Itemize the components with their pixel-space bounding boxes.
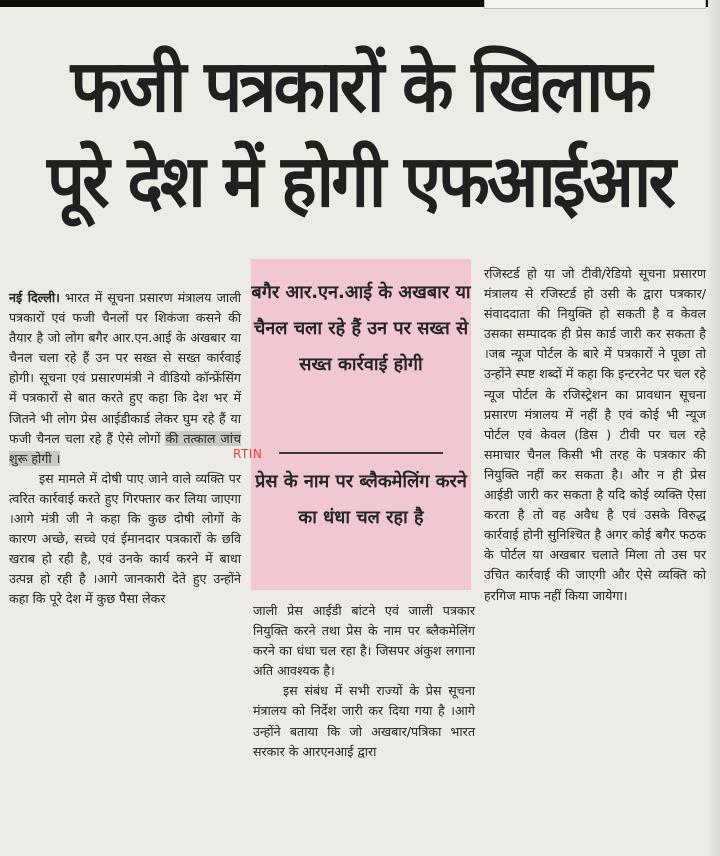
- headline-line-1: फजी पत्रकारों के खिलाफ: [70, 44, 650, 128]
- article-column-1: [9, 288, 241, 610]
- article-column-2: [253, 601, 475, 762]
- column1-paragraph-1: [9, 288, 241, 469]
- article-column-3: [484, 264, 706, 606]
- column2-paragraph-1: जाली प्रेस आईडी बांटने एवं जाली पत्रकार नियुक्ति करने तथा प्रेस के नाम पर ब्लैकमेलिंग करने का धंधा चल रहा है। जिसपर अंकुश लगाना अति आवश्यक है।: [253, 603, 475, 679]
- pull-quote-1: बगैर आर.एन.आई के अखबार या चैनल चला रहे हैं उन पर सख्त से सख्त कार्रवाई होगी: [251, 282, 471, 375]
- highlighted-text: की तत्काल जांच शुरू होगी ।: [9, 430, 241, 466]
- pull-quote-divider: [279, 452, 443, 454]
- column1-paragraph-2: इस मामले में दोषी पाए जाने वाले व्यक्ति पर त्वरित कार्रवाई करते हुए गिरफ्तार कर लिया जाएगा ।आगे मंत्री जी ने कहा कि कुछ दोषी लोगों के कारण अच्छे, सच्चे एवं ईमानदार पत्रकारों के छवि खराब हो रही है, एवं उनके कार्य करने में बाधा उत्पन्न हो रही है ।आगे जानकारी देते हुए उन्होंने कहा कि पूरे देश में कुछ पैसा लेकर: [9, 470, 241, 607]
- column1-lead-text: भारत में सूचना प्रसारण मंत्रालय जाली पत्रकारों एवं फजी चैनलों पर शिकंजा कसने की तैयार है जो लोग बगैर आर.एन.आई के अखबार या चैनल चला रहे हैं उन पर सख्त से सख्त कार्रवाई होगी। सूचना एवं प्रसारणमंत्री ने वीडियो कॉन्फ्रेंसिंग में पत्रकारों से बात करते हुए कहा कि देश भर में जितने भी लोग प्रेस आईडीकार्ड लेकर घुम रहे हैं या फजी चैनल चला रहे हैं ऐसे लोगों: [9, 290, 241, 446]
- column2-paragraph-2: इस संबंध में सभी राज्यों के प्रेस सूचना मंत्रालय को निर्देश जारी कर दिया गया है ।आगे उन्होंने बताया कि जो अखबार/पत्रिका भारत सरकार के आरएनआई द्वारा: [253, 683, 475, 759]
- headline: [25, 40, 695, 230]
- dateline: नई दिल्ली।: [9, 290, 60, 305]
- headline-line-2: पूरे देश में होगी एफआईआर: [46, 139, 674, 223]
- pull-quote-box: [251, 259, 471, 590]
- watermark-text: RTIN: [233, 447, 263, 461]
- page-edge-shadow: [708, 0, 720, 856]
- pull-quote-2: प्रेस के नाम पर ब्लैकमेलिंग करने का धंधा चल रहा है: [255, 471, 467, 528]
- column3-paragraph-1: रजिस्टर्ड हो या जो टीवी/रेडियो सूचना प्रसारण मंत्रालय से रजिस्टर्ड हो उसी के द्वारा पत्रकार/संवाददाता की नियुक्ति हो सकती है व केवल उसका सम्पादक ही प्रेस कार्ड जारी कर सकता है ।जब न्यूज पोर्टल के बारे में पत्रकारों ने पूछा तो उन्होंने स्पष्ट शब्दों में कहा कि इन्टरनेट पर चल रहे न्यूज पोर्टल के रजिस्ट्रेशन का प्रावधान सूचना प्रसारण मंत्रालय में नहीं है एवं कोई भी न्यूज पोर्टल एवं केवल (डिस ) टीवी पर चल रहे समाचार चैनल किसी भी तरह के पत्रकार की नियुक्ति नहीं कर सकता है। और न ही प्रेस आईडी जारी कर सकता है यदि कोई व्यक्ति ऐसा करता है तो वह अवैध है एवं उसके विरुद्ध कार्रवाई होनी सुनिश्चित है अगर कोई बगैर फठक के पोर्टल या अखबार चलाते मिला तो उस पर उचित कार्रवाई की जाएगी और ऐसे व्यक्ति को हरगिज माफ नहीं किया जायेगा।: [484, 266, 706, 603]
- previous-article-edge: [484, 0, 706, 9]
